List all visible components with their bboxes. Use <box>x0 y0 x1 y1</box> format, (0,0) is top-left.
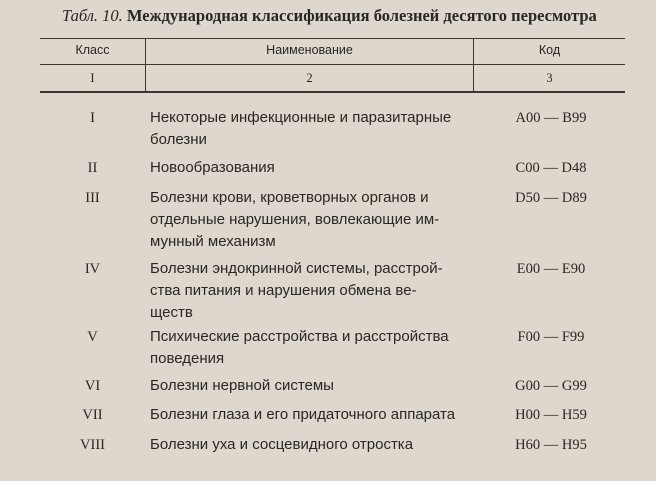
row-code: G00 — G99 <box>515 378 587 394</box>
row-code: A00 — B99 <box>515 110 587 126</box>
row-class: II <box>87 160 98 176</box>
row-name-line: поведения <box>150 350 225 367</box>
index-code: 3 <box>546 71 553 85</box>
row-name-line: ства питания и нарушения обмена ве- <box>150 282 417 299</box>
row-name <box>150 187 470 253</box>
row-name-line: отдельные нарушения, вовлекающие им- <box>150 211 440 228</box>
row-code: F00 — F99 <box>517 329 585 345</box>
index-name: 2 <box>306 71 313 85</box>
table-top-rule <box>40 38 625 39</box>
table-title: Международная классификация болезней десятого пересмотра <box>126 6 597 25</box>
row-name-line: Болезни эндокринной системы, расстрой- <box>150 260 443 277</box>
index-class: I <box>90 71 95 85</box>
header-code: Код <box>538 43 561 57</box>
row-name <box>150 157 470 179</box>
row-name-line: Болезни крови, кроветворных органов и <box>150 189 429 206</box>
row-name <box>150 434 470 456</box>
row-name-line: Болезни глаза и его придаточного аппарата <box>150 406 456 423</box>
row-name-line: мунный механизм <box>150 233 276 250</box>
row-name <box>150 375 470 397</box>
header-rule <box>40 64 625 65</box>
header-name: Наименование <box>266 43 353 57</box>
table-caption <box>62 6 597 26</box>
row-name-line: Болезни уха и сосцевидного отростка <box>150 436 414 453</box>
row-name-line: Некоторые инфекционные и паразитарные <box>150 109 452 126</box>
row-name <box>150 326 470 370</box>
row-class: IV <box>84 261 101 277</box>
row-name <box>150 258 470 324</box>
row-name-line: Новообразования <box>150 159 275 176</box>
row-code: E00 — E90 <box>516 261 586 277</box>
row-name-line: Болезни нервной системы <box>150 377 334 394</box>
row-code: D50 — D89 <box>515 190 587 206</box>
row-name-line: болезни <box>150 131 207 148</box>
row-code: C00 — D48 <box>515 160 587 176</box>
header-class: Класс <box>75 43 110 57</box>
row-class: I <box>90 110 95 126</box>
row-class: VII <box>82 407 103 423</box>
row-code: H60 — H95 <box>515 437 587 453</box>
index-rule <box>40 91 625 93</box>
row-name-line: Психические расстройства и расстройства <box>150 328 449 345</box>
row-code: H00 — H59 <box>515 407 587 423</box>
row-class: III <box>85 190 100 206</box>
row-class: VIII <box>80 437 105 453</box>
row-class: V <box>87 329 98 345</box>
row-name <box>150 404 470 426</box>
table-number: Табл. 10. <box>62 6 123 25</box>
row-name-line: ществ <box>150 304 193 321</box>
row-name <box>150 107 470 151</box>
row-class: VI <box>84 378 101 394</box>
